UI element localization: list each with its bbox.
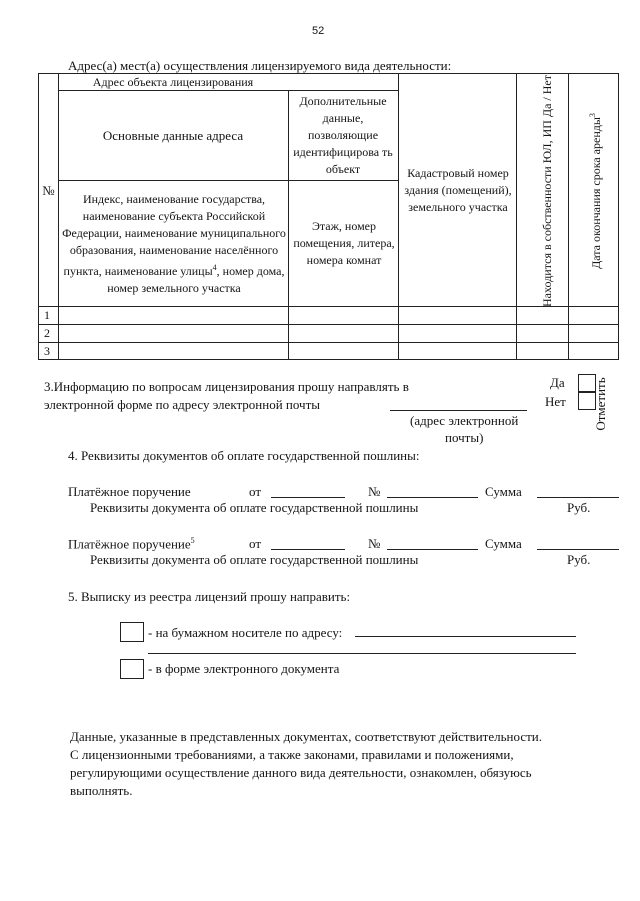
section5-title: 5. Выписку из реестра лицензий прошу направить:	[68, 589, 351, 604]
section3-number: 3.	[44, 379, 54, 394]
payment-currency: Руб.	[567, 500, 591, 515]
group-header: Адрес объекта лицензирования	[92, 74, 254, 89]
table-row-number: 3	[44, 344, 50, 358]
payment-date-field[interactable]	[271, 497, 345, 498]
footnote-4-mark: 4	[212, 262, 217, 272]
paper-checkbox[interactable]	[120, 622, 144, 642]
payment-sum-field[interactable]	[537, 549, 619, 550]
payment-caption: Реквизиты документа об оплате государственной пошлины	[90, 552, 419, 567]
email-input-line[interactable]	[390, 410, 527, 411]
payment-sum-field[interactable]	[537, 497, 619, 498]
yes-label: Да	[550, 375, 565, 390]
table-row-number: 1	[44, 308, 50, 322]
no-label: Нет	[545, 394, 566, 409]
col-lease-end-text: Дата окончания срока аренды	[589, 117, 603, 269]
declaration-line4: выполнять.	[70, 783, 133, 798]
address-section-title: Адрес(а) мест(а) осуществления лицензируемого вида деятельности:	[68, 58, 452, 73]
section4-title: 4. Реквизиты документов об оплате государственной пошлины:	[68, 448, 420, 463]
mark-label: Отметить	[593, 377, 608, 431]
section3-text2: электронной форме по адресу электронной почты	[44, 397, 320, 412]
col-lease-end-header	[585, 75, 601, 307]
section3-line1	[44, 380, 409, 393]
payment-caption: Реквизиты документа об оплате государственной пошлины	[90, 500, 419, 515]
footnote-3-mark: 3	[588, 113, 597, 118]
page-number: 52	[312, 25, 325, 37]
col-ownership-header: Находится в собственности ЮЛ, ИП Да / Нет	[540, 75, 554, 307]
payment-from-label: от	[249, 484, 262, 499]
table-row-number: 2	[44, 326, 50, 340]
payment-number-field[interactable]	[387, 549, 478, 550]
paper-address-field-2[interactable]	[148, 653, 576, 654]
col-basic-address-header: Основные данные адреса	[102, 128, 244, 143]
paper-address-field[interactable]	[355, 636, 576, 637]
electronic-checkbox[interactable]	[120, 659, 144, 679]
email-caption-2: почты)	[445, 430, 484, 445]
footnote-5-mark: 5	[190, 536, 195, 545]
declaration-line1: Данные, указанные в представленных документах, соответствуют действительности.	[70, 729, 542, 744]
payment-date-field[interactable]	[271, 549, 345, 550]
payment-order-label-text: Платёжное поручение	[68, 536, 191, 552]
col-basic-address-detail-text: Индекс, наименование государства, наименование субъекта Российской Федерации, наименование муниципального образования, наименование населённого пункта, наименование улицы	[62, 191, 286, 278]
payment-from-label: от	[249, 536, 262, 551]
col-cadastral-header: Кадастровый номер здания (помещений), земельного участка	[404, 165, 512, 214]
section3-text1: Информацию по вопросам лицензирования прошу направлять в	[53, 379, 409, 394]
electronic-option-label: - в форме электронного документа	[148, 661, 340, 676]
col-basic-address-detail	[62, 181, 286, 306]
payment-number-field[interactable]	[387, 497, 478, 498]
col-extra-data-header: Дополнительные данные, позволяющие идентифицирова ть объект	[293, 94, 393, 176]
payment-number-label: №	[368, 536, 381, 551]
payment-number-label: №	[368, 484, 381, 499]
col-basic-address-detail-end: , номер дома, номер земельного участка	[107, 263, 285, 295]
payment-order-label	[68, 537, 195, 550]
payment-sum-label: Сумма	[485, 536, 522, 551]
payment-sum-label: Сумма	[485, 484, 522, 499]
col-extra-detail: Этаж, номер помещения, литера, номера комнат	[293, 219, 395, 267]
declaration-line2: С лицензионными требованиями, а также законами, правилами и положениями,	[70, 747, 514, 762]
payment-currency: Руб.	[567, 552, 591, 567]
payment-order-label: Платёжное поручение	[68, 484, 191, 499]
col-number-header: №	[42, 182, 55, 198]
declaration-line3: регулирующими осуществление данного вида деятельности, ознакомлен, обязуюсь	[70, 765, 532, 780]
paper-option-label: - на бумажном носителе по адресу:	[148, 625, 343, 640]
email-caption-1: (адрес электронной	[410, 413, 519, 428]
